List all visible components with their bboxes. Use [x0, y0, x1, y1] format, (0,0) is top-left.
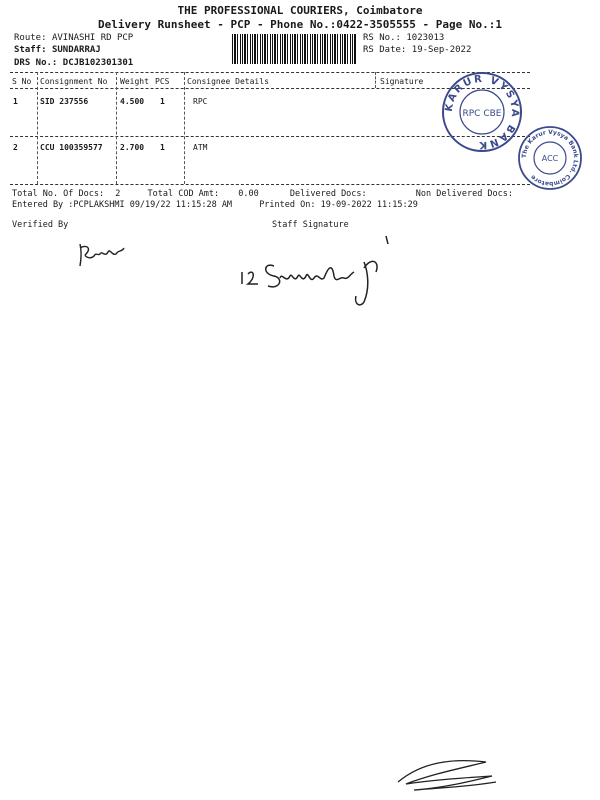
- route-label: Route:: [14, 33, 47, 43]
- staff-signature-label: Staff Signature: [272, 220, 349, 230]
- printed-on: Printed On: 19-09-2022 11:15:29: [259, 200, 418, 210]
- drs-value: DCJB102301301: [62, 58, 134, 68]
- row-weight: 4.500: [120, 97, 145, 106]
- row-consignment: CCU 100359577: [40, 143, 103, 152]
- company-title: THE PROFESSIONAL COURIERS, Coimbatore: [177, 4, 423, 17]
- bank-stamp-rpc: [440, 70, 524, 154]
- stamp1-ring-text: KARUR VYSYA BANK: [443, 73, 521, 151]
- row-weight: 2.700: [120, 143, 145, 152]
- total-docs-value: 2: [115, 189, 121, 199]
- scribble-mark: [392, 752, 500, 794]
- row-sno: 1: [13, 97, 18, 106]
- staff-label: Staff:: [14, 45, 47, 55]
- rs-no-label: RS No.:: [363, 33, 401, 43]
- drs-label: DRS No.:: [14, 58, 58, 68]
- header-consignee: Consignee Details: [187, 77, 269, 86]
- row-consignment: SID 237556: [40, 97, 89, 106]
- delivered-docs-label: Delivered Docs:: [289, 189, 367, 199]
- col-divider: [184, 72, 185, 184]
- row-sno: 2: [13, 143, 18, 152]
- header-signature: Signature: [380, 77, 424, 86]
- non-delivered-docs-label: Non Delivered Docs:: [415, 189, 514, 199]
- col-divider: [116, 72, 117, 184]
- total-docs-label: Total No. Of Docs:: [12, 189, 105, 199]
- verifier-signature: [72, 238, 132, 272]
- entry-line: [12, 200, 418, 210]
- total-cod-label: Total COD Amt:: [147, 189, 220, 199]
- row-pcs: 1: [160, 143, 165, 152]
- rs-date-info: [363, 45, 471, 55]
- header-weight: Weight: [120, 77, 149, 86]
- col-divider: [37, 72, 38, 184]
- drs-info: [14, 58, 133, 68]
- bank-stamp-acc: [517, 125, 583, 191]
- stamp2-center-text: ACC: [541, 154, 559, 163]
- verified-by-label: Verified By: [12, 220, 69, 230]
- rs-date-value: 19-Sep-2022: [411, 45, 472, 55]
- rs-no-value: 1023013: [406, 33, 445, 43]
- staff-value: SUNDARRAJ: [51, 45, 101, 55]
- entered-by: Entered By :PCPLAKSHMI 09/19/22 11:15:28 AM: [12, 200, 233, 210]
- header-pcs: PCS: [155, 77, 170, 86]
- header-consignment: Consignment No: [40, 77, 108, 86]
- stamp2-ring-text: The Karur Vysya Bank Ltd. Coimbatore: [520, 128, 580, 188]
- staff-info: [14, 45, 101, 55]
- total-cod-value: 0.00: [238, 189, 259, 199]
- staff-handwritten-signature: [236, 232, 406, 312]
- totals-line: [12, 189, 513, 199]
- row-pcs: 1: [160, 97, 165, 106]
- header-sno: S No: [12, 77, 32, 86]
- runsheet-subtitle: Delivery Runsheet - PCP - Phone No.:0422-3505555 - Page No.:1: [98, 18, 502, 31]
- rs-date-label: RS Date:: [363, 45, 407, 55]
- route-info: [14, 33, 133, 43]
- row-consignee: RPC: [193, 97, 208, 106]
- stamp1-center-text: RPC CBE: [462, 109, 502, 119]
- rs-no-info: [363, 33, 444, 43]
- row-consignee: ATM: [193, 143, 208, 152]
- table-bottom-rule: [10, 184, 530, 185]
- route-value: AVINASHI RD PCP: [51, 33, 134, 43]
- barcode: [232, 34, 356, 64]
- col-divider: [375, 72, 376, 88]
